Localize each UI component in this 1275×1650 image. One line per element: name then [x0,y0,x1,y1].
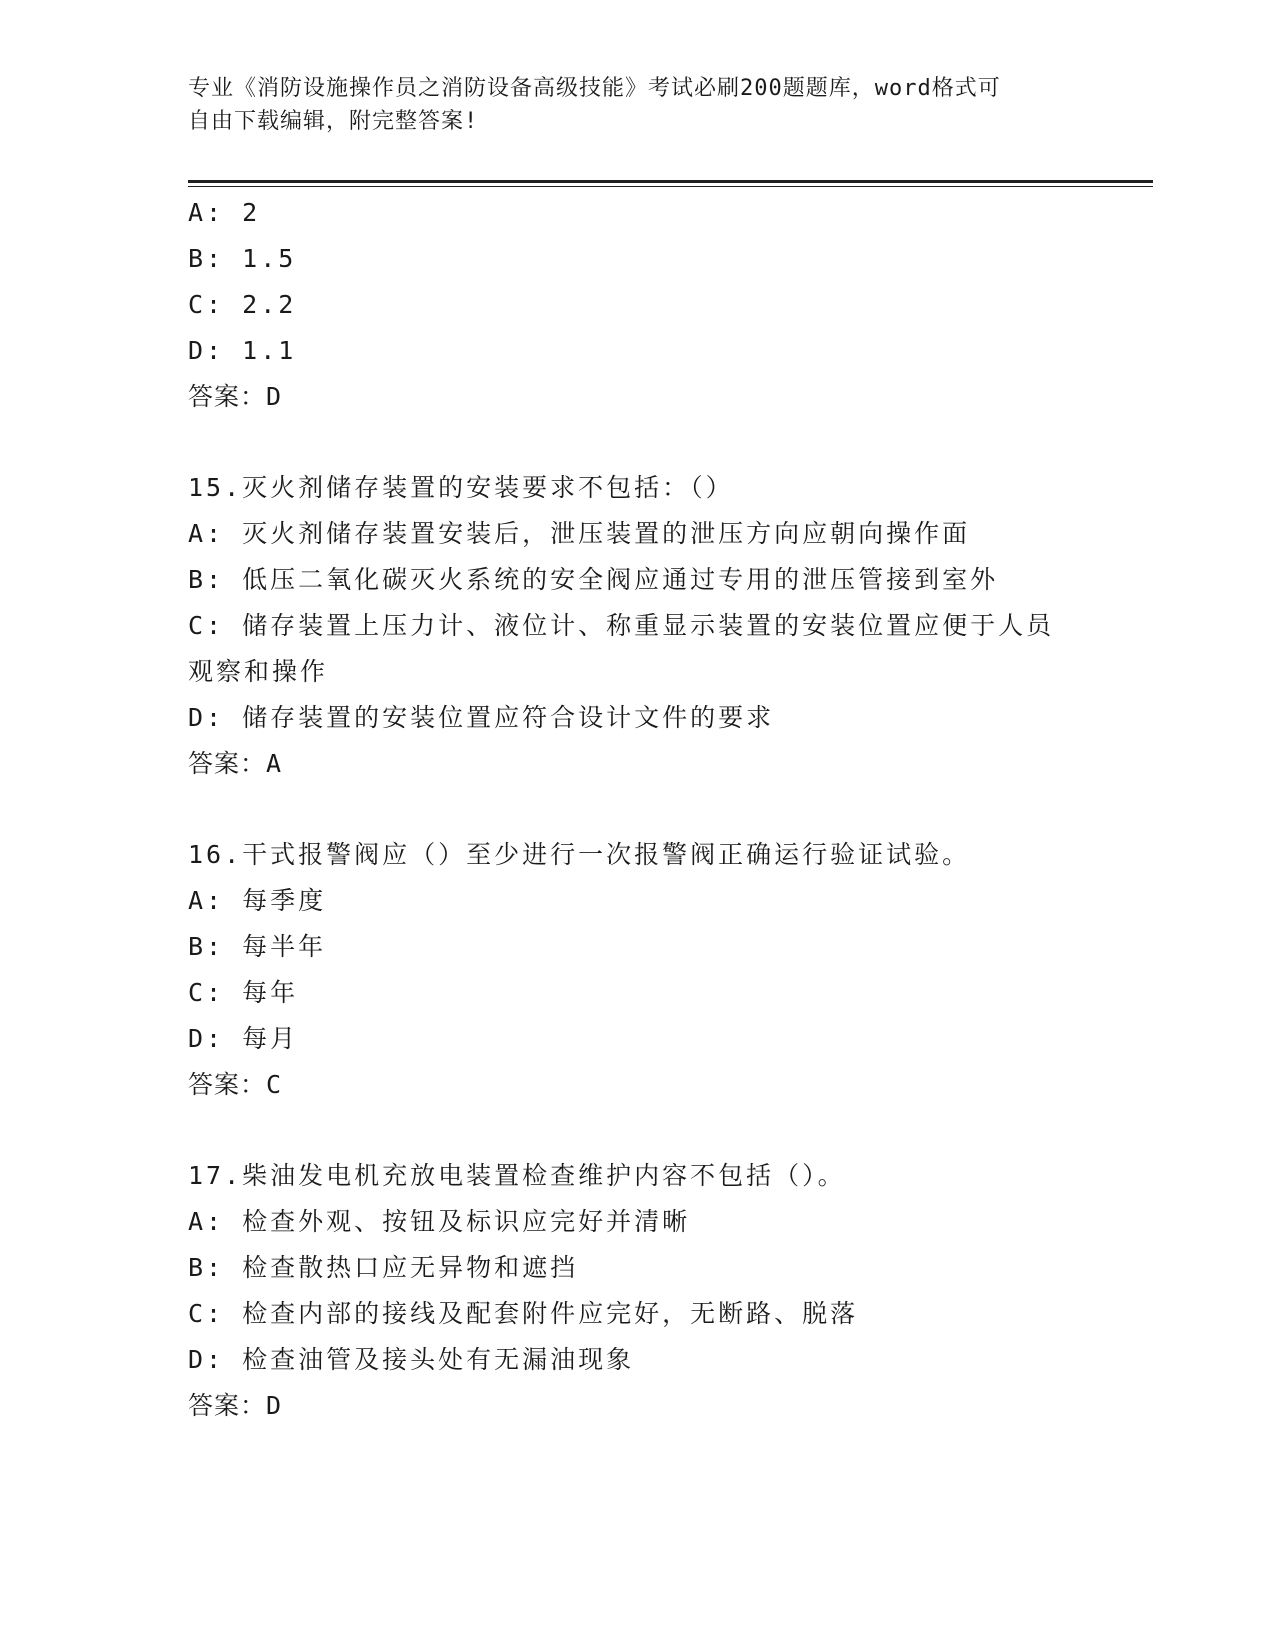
answer-line: 答案：D [188,1391,283,1420]
option-b: B: 1.5 [188,244,297,273]
option-b: B: 低压二氧化碳灭火系统的安全阀应通过专用的泄压管接到室外 [188,565,999,594]
spacer [188,1108,1088,1153]
option-a: A: 每季度 [188,886,327,915]
question-16 [188,832,1088,1108]
option-b: B: 每半年 [188,932,327,961]
option-b: B: 检查散热口应无异物和遮挡 [188,1253,579,1282]
option-c: C: 2.2 [188,290,297,319]
question-14-remainder [188,190,1088,420]
option-d: D: 储存装置的安装位置应符合设计文件的要求 [188,703,775,732]
option-c: C: 检查内部的接线及配套附件应完好，无断路、脱落 [188,1299,859,1328]
answer-line: 答案：D [188,382,283,411]
option-c: C: 储存装置上压力计、液位计、称重显示装置的安装位置应便于人员 [188,611,1055,640]
question-list [188,190,1088,1429]
option-a: A: 2 [188,198,261,227]
header-divider-thin [188,186,1153,187]
header-line-1: 专业《消防设施操作员之消防设备高级技能》考试必刷200题题库，word格式可 [188,76,1001,101]
spacer [188,420,1088,465]
option-d: D: 检查油管及接头处有无漏油现象 [188,1345,635,1374]
document-header [188,72,1088,138]
answer-line: 答案：C [188,1070,283,1099]
question-stem: 16.干式报警阀应（）至少进行一次报警阀正确运行验证试验。 [188,840,971,869]
option-c-continued: 观察和操作 [188,657,329,686]
header-divider-thick [188,180,1153,183]
option-c: C: 每年 [188,978,299,1007]
question-stem: 15.灭火剂储存装置的安装要求不包括：（） [188,473,734,502]
question-17 [188,1153,1088,1429]
option-d: D: 1.1 [188,336,297,365]
option-a: A: 检查外观、按钮及标识应完好并清晰 [188,1207,691,1236]
question-15 [188,465,1088,787]
header-line-2: 自由下载编辑，附完整答案! [188,109,479,134]
option-a: A: 灭火剂储存装置安装后，泄压装置的泄压方向应朝向操作面 [188,519,971,548]
question-stem: 17.柴油发电机充放电装置检查维护内容不包括（）。 [188,1161,846,1190]
spacer [188,787,1088,832]
answer-line: 答案：A [188,749,283,778]
option-d: D: 每月 [188,1024,299,1053]
